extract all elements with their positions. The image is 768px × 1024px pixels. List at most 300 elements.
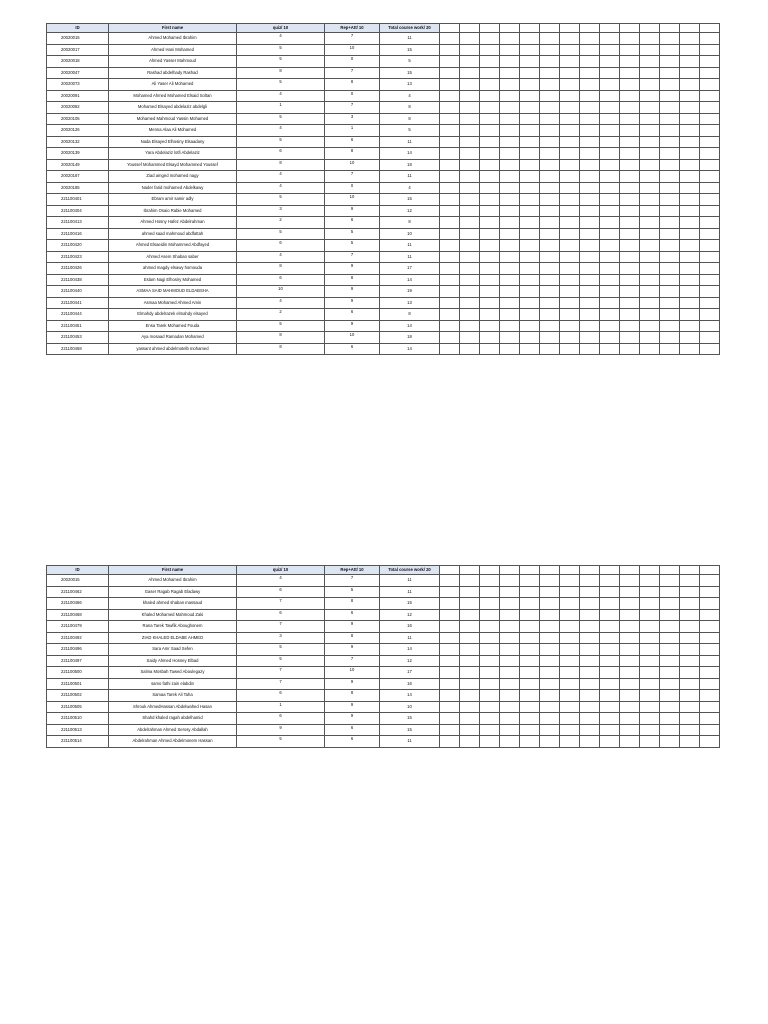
empty-cell [580, 621, 600, 633]
student-id: 221100458 [47, 343, 109, 355]
empty-cell [500, 724, 520, 736]
empty-cell [700, 136, 720, 148]
empty-cell [460, 102, 480, 114]
student-name: samo fathi zain elabdin [109, 678, 237, 690]
empty-cell [440, 102, 460, 114]
table-row [47, 286, 720, 298]
empty-cell [540, 90, 560, 102]
student-id: 221100514 [47, 736, 109, 748]
empty-cell [680, 148, 700, 160]
quiz-score: 4 [237, 251, 325, 263]
empty-cell [560, 644, 580, 656]
student-id: 221100501 [47, 678, 109, 690]
empty-cell [540, 136, 560, 148]
empty-cell [660, 724, 680, 736]
empty-cell [440, 113, 460, 125]
empty-cell [680, 644, 700, 656]
empty-cell [600, 240, 620, 252]
empty-cell [640, 320, 660, 332]
empty-cell [520, 136, 540, 148]
empty-cell [700, 621, 720, 633]
empty-cell [440, 309, 460, 321]
empty-cell [580, 102, 600, 114]
empty-cell [480, 644, 500, 656]
empty-cell [660, 309, 680, 321]
empty-cell [500, 320, 520, 332]
student-id: 221100492 [47, 632, 109, 644]
empty-cell [620, 205, 640, 217]
total-score: 11 [380, 736, 440, 748]
student-name: Nader farid mohamed Abdelkawy [109, 182, 237, 194]
empty-header-cell [500, 566, 520, 575]
empty-cell [520, 701, 540, 713]
empty-cell [700, 320, 720, 332]
empty-cell [680, 67, 700, 79]
empty-cell [620, 79, 640, 91]
empty-cell [600, 274, 620, 286]
student-name: ASMAA SAID MAHMOUD ELDABSHA [109, 286, 237, 298]
student-name: Ahmed Hani Mohamed [109, 44, 237, 56]
empty-cell [580, 136, 600, 148]
empty-cell [580, 332, 600, 344]
student-id: 20020139 [47, 148, 109, 160]
empty-cell [620, 667, 640, 679]
empty-cell [680, 113, 700, 125]
empty-cell [480, 309, 500, 321]
empty-cell [460, 171, 480, 183]
empty-cell [520, 320, 540, 332]
rep-att-score: 9 [325, 286, 380, 298]
empty-cell [460, 609, 480, 621]
empty-cell [440, 621, 460, 633]
empty-cell [440, 171, 460, 183]
empty-cell [620, 240, 640, 252]
empty-cell [640, 136, 660, 148]
empty-cell [660, 598, 680, 610]
rep-att-score: 10 [325, 667, 380, 679]
empty-cell [540, 655, 560, 667]
student-name: Mohamed Elsayed abdelaziz abdelgli [109, 102, 237, 114]
student-id: 20020149 [47, 159, 109, 171]
empty-cell [600, 171, 620, 183]
empty-cell [680, 159, 700, 171]
empty-cell [680, 575, 700, 587]
student-id: 221100444 [47, 309, 109, 321]
total-score: 14 [380, 690, 440, 702]
empty-cell [560, 79, 580, 91]
table-row [47, 736, 720, 748]
empty-cell [600, 655, 620, 667]
empty-cell [600, 125, 620, 137]
student-name: Shrouk AhmedHassan Abdelwahed Hasan [109, 701, 237, 713]
student-name: Ahmed Elsaeidin Mohammed Abdfayed [109, 240, 237, 252]
empty-cell [700, 251, 720, 263]
table-row [47, 332, 720, 344]
empty-cell [660, 102, 680, 114]
empty-cell [700, 274, 720, 286]
empty-header-cell [560, 566, 580, 575]
empty-cell [580, 90, 600, 102]
quiz-score: 5 [237, 655, 325, 667]
empty-cell [600, 113, 620, 125]
empty-cell [600, 632, 620, 644]
student-id: 221100513 [47, 724, 109, 736]
table-row [47, 655, 720, 667]
empty-cell [540, 586, 560, 598]
quiz-score: 7 [237, 678, 325, 690]
student-name: Menna Alaa Ali Mohamed [109, 125, 237, 137]
empty-cell [660, 274, 680, 286]
table-row [47, 586, 720, 598]
empty-header-cell [520, 566, 540, 575]
empty-cell [520, 598, 540, 610]
empty-cell [640, 182, 660, 194]
empty-cell [600, 67, 620, 79]
empty-cell [640, 736, 660, 748]
rep-att-score: 6 [325, 724, 380, 736]
empty-cell [560, 205, 580, 217]
empty-cell [600, 90, 620, 102]
empty-cell [480, 102, 500, 114]
empty-cell [500, 586, 520, 598]
empty-cell [460, 274, 480, 286]
empty-cell [620, 56, 640, 68]
empty-cell [560, 228, 580, 240]
empty-header-cell [700, 566, 720, 575]
table-row [47, 148, 720, 160]
empty-cell [520, 79, 540, 91]
student-id: 221100479 [47, 621, 109, 633]
empty-cell [520, 113, 540, 125]
table-row [47, 205, 720, 217]
empty-cell [660, 736, 680, 748]
empty-cell [700, 724, 720, 736]
empty-cell [500, 56, 520, 68]
empty-cell [640, 678, 660, 690]
student-id: 221100497 [47, 655, 109, 667]
empty-cell [680, 701, 700, 713]
empty-cell [540, 171, 560, 183]
student-id: 20020073 [47, 79, 109, 91]
empty-cell [500, 644, 520, 656]
empty-cell [520, 228, 540, 240]
rep-att-score: 0 [325, 90, 380, 102]
quiz-score: 8 [237, 263, 325, 275]
empty-cell [700, 690, 720, 702]
empty-cell [540, 343, 560, 355]
empty-cell [460, 621, 480, 633]
rep-att-score: 6 [325, 609, 380, 621]
empty-cell [660, 90, 680, 102]
empty-cell [580, 228, 600, 240]
empty-cell [540, 251, 560, 263]
student-name: Abdelrahman Ahmed Serosy Abdallah [109, 724, 237, 736]
empty-cell [440, 263, 460, 275]
empty-cell [620, 159, 640, 171]
empty-cell [560, 136, 580, 148]
empty-cell [700, 67, 720, 79]
empty-cell [700, 632, 720, 644]
empty-cell [560, 667, 580, 679]
student-id: 221100500 [47, 667, 109, 679]
table-row [47, 125, 720, 137]
empty-cell [640, 33, 660, 45]
empty-cell [540, 113, 560, 125]
empty-cell [440, 701, 460, 713]
empty-cell [600, 678, 620, 690]
student-id: 20020047 [47, 67, 109, 79]
total-score: 15 [380, 194, 440, 206]
empty-cell [540, 125, 560, 137]
empty-cell [480, 701, 500, 713]
empty-cell [460, 56, 480, 68]
student-id: 221100423 [47, 251, 109, 263]
empty-cell [700, 343, 720, 355]
empty-cell [540, 736, 560, 748]
empty-cell [600, 690, 620, 702]
empty-cell [680, 251, 700, 263]
empty-cell [480, 575, 500, 587]
student-name: Mohamed Ahmed Mohamed Elsaid Soltan [109, 90, 237, 102]
rep-att-score: 9 [325, 644, 380, 656]
student-name: Elmahdy abdelrazek elmahdy elsayed [109, 309, 237, 321]
empty-cell [480, 263, 500, 275]
empty-cell [660, 136, 680, 148]
empty-cell [540, 713, 560, 725]
empty-cell [500, 33, 520, 45]
empty-cell [640, 44, 660, 56]
student-name: Ibrahim Osaio Rabie Mohamed [109, 205, 237, 217]
student-name: Ensa Tarek Mohamed Fouda [109, 320, 237, 332]
empty-cell [600, 194, 620, 206]
column-header: Rep+Att/ 10 [325, 566, 380, 575]
empty-cell [660, 171, 680, 183]
empty-cell [560, 113, 580, 125]
total-score: 16 [380, 678, 440, 690]
empty-cell [680, 44, 700, 56]
empty-cell [640, 609, 660, 621]
empty-cell [600, 56, 620, 68]
empty-cell [660, 182, 680, 194]
student-name: khaled ahmed shaban massaud [109, 598, 237, 610]
empty-cell [480, 228, 500, 240]
total-score: 12 [380, 609, 440, 621]
empty-cell [540, 701, 560, 713]
empty-cell [520, 678, 540, 690]
total-score: 5 [380, 56, 440, 68]
student-name: Asmaa Mohamed Ahmed Amin [109, 297, 237, 309]
quiz-score: 5 [237, 228, 325, 240]
empty-cell [580, 217, 600, 229]
total-score: 11 [380, 33, 440, 45]
empty-cell [640, 171, 660, 183]
empty-cell [680, 205, 700, 217]
empty-cell [560, 332, 580, 344]
total-score: 13 [380, 297, 440, 309]
table-row [47, 102, 720, 114]
column-header: Rep+Att/ 10 [325, 24, 380, 33]
total-score: 5 [380, 125, 440, 137]
empty-cell [700, 713, 720, 725]
empty-cell [540, 621, 560, 633]
empty-cell [700, 44, 720, 56]
empty-cell [580, 274, 600, 286]
empty-cell [620, 263, 640, 275]
empty-cell [700, 79, 720, 91]
student-id: 221100401 [47, 194, 109, 206]
empty-cell [560, 67, 580, 79]
empty-cell [440, 644, 460, 656]
empty-cell [700, 90, 720, 102]
empty-cell [560, 621, 580, 633]
header-row [47, 24, 720, 33]
empty-cell [600, 148, 620, 160]
total-score: 17 [380, 667, 440, 679]
empty-header-cell [460, 566, 480, 575]
quiz-score: 8 [237, 343, 325, 355]
empty-cell [580, 194, 600, 206]
table-row [47, 171, 720, 183]
empty-cell [480, 655, 500, 667]
empty-cell [700, 159, 720, 171]
empty-cell [620, 655, 640, 667]
empty-cell [700, 205, 720, 217]
empty-cell [500, 240, 520, 252]
empty-cell [620, 182, 640, 194]
empty-cell [580, 240, 600, 252]
total-score: 13 [380, 79, 440, 91]
quiz-score: 4 [237, 182, 325, 194]
empty-cell [660, 205, 680, 217]
empty-cell [640, 621, 660, 633]
empty-cell [500, 343, 520, 355]
empty-cell [600, 701, 620, 713]
total-score: 15 [380, 713, 440, 725]
student-name: Khaled Mohamed Mahmoud Zaki [109, 609, 237, 621]
empty-header-cell [660, 566, 680, 575]
empty-cell [560, 690, 580, 702]
empty-cell [460, 182, 480, 194]
empty-cell [580, 251, 600, 263]
empty-cell [560, 586, 580, 598]
empty-header-cell [620, 566, 640, 575]
quiz-score: 4 [237, 90, 325, 102]
student-name: Nada Elsayed Elhosiny Elsaadany [109, 136, 237, 148]
empty-cell [580, 655, 600, 667]
empty-cell [680, 678, 700, 690]
student-name: Ahmed Asem Shaban saber [109, 251, 237, 263]
rep-att-score: 6 [325, 736, 380, 748]
table-row [47, 136, 720, 148]
student-name: ahmed magdy elsawy homouda [109, 263, 237, 275]
empty-cell [440, 79, 460, 91]
rep-att-score: 10 [325, 332, 380, 344]
empty-cell [520, 332, 540, 344]
empty-cell [640, 598, 660, 610]
empty-cell [580, 297, 600, 309]
total-score: 11 [380, 240, 440, 252]
empty-cell [580, 33, 600, 45]
table-row [47, 44, 720, 56]
empty-cell [660, 713, 680, 725]
quiz-score: 5 [237, 194, 325, 206]
empty-cell [540, 44, 560, 56]
empty-cell [640, 586, 660, 598]
empty-cell [460, 44, 480, 56]
empty-cell [600, 621, 620, 633]
empty-cell [500, 655, 520, 667]
empty-cell [480, 297, 500, 309]
empty-cell [520, 56, 540, 68]
student-name: Rashad abdelhady Rashad [109, 67, 237, 79]
rep-att-score: 8 [325, 274, 380, 286]
empty-cell [640, 240, 660, 252]
total-score: 8 [380, 217, 440, 229]
empty-cell [440, 343, 460, 355]
empty-header-cell [660, 24, 680, 33]
empty-cell [520, 621, 540, 633]
empty-cell [500, 79, 520, 91]
column-header: First name [109, 24, 237, 33]
empty-cell [560, 297, 580, 309]
empty-cell [620, 644, 640, 656]
total-score: 8 [380, 113, 440, 125]
empty-cell [520, 575, 540, 587]
empty-cell [500, 102, 520, 114]
total-score: 10 [380, 701, 440, 713]
empty-cell [660, 148, 680, 160]
empty-cell [460, 286, 480, 298]
quiz-score: 6 [237, 274, 325, 286]
empty-cell [520, 102, 540, 114]
empty-cell [580, 598, 600, 610]
total-score: 11 [380, 586, 440, 598]
empty-cell [660, 263, 680, 275]
empty-cell [520, 263, 540, 275]
table-row [47, 56, 720, 68]
empty-cell [480, 148, 500, 160]
table-row [47, 263, 720, 275]
empty-cell [440, 125, 460, 137]
table-row [47, 240, 720, 252]
quiz-score: 5 [237, 113, 325, 125]
empty-cell [440, 194, 460, 206]
student-id: 221100502 [47, 690, 109, 702]
empty-cell [440, 217, 460, 229]
empty-cell [580, 736, 600, 748]
empty-header-cell [600, 24, 620, 33]
empty-cell [600, 228, 620, 240]
empty-cell [600, 33, 620, 45]
empty-cell [500, 251, 520, 263]
empty-cell [640, 343, 660, 355]
empty-cell [440, 736, 460, 748]
empty-cell [520, 44, 540, 56]
rep-att-score: 5 [325, 228, 380, 240]
empty-cell [500, 90, 520, 102]
empty-cell [660, 621, 680, 633]
empty-cell [480, 171, 500, 183]
empty-cell [600, 309, 620, 321]
student-id: 221100505 [47, 701, 109, 713]
empty-cell [500, 309, 520, 321]
empty-cell [560, 736, 580, 748]
empty-cell [500, 263, 520, 275]
empty-cell [600, 736, 620, 748]
empty-header-cell [640, 24, 660, 33]
empty-cell [680, 286, 700, 298]
empty-cell [440, 586, 460, 598]
